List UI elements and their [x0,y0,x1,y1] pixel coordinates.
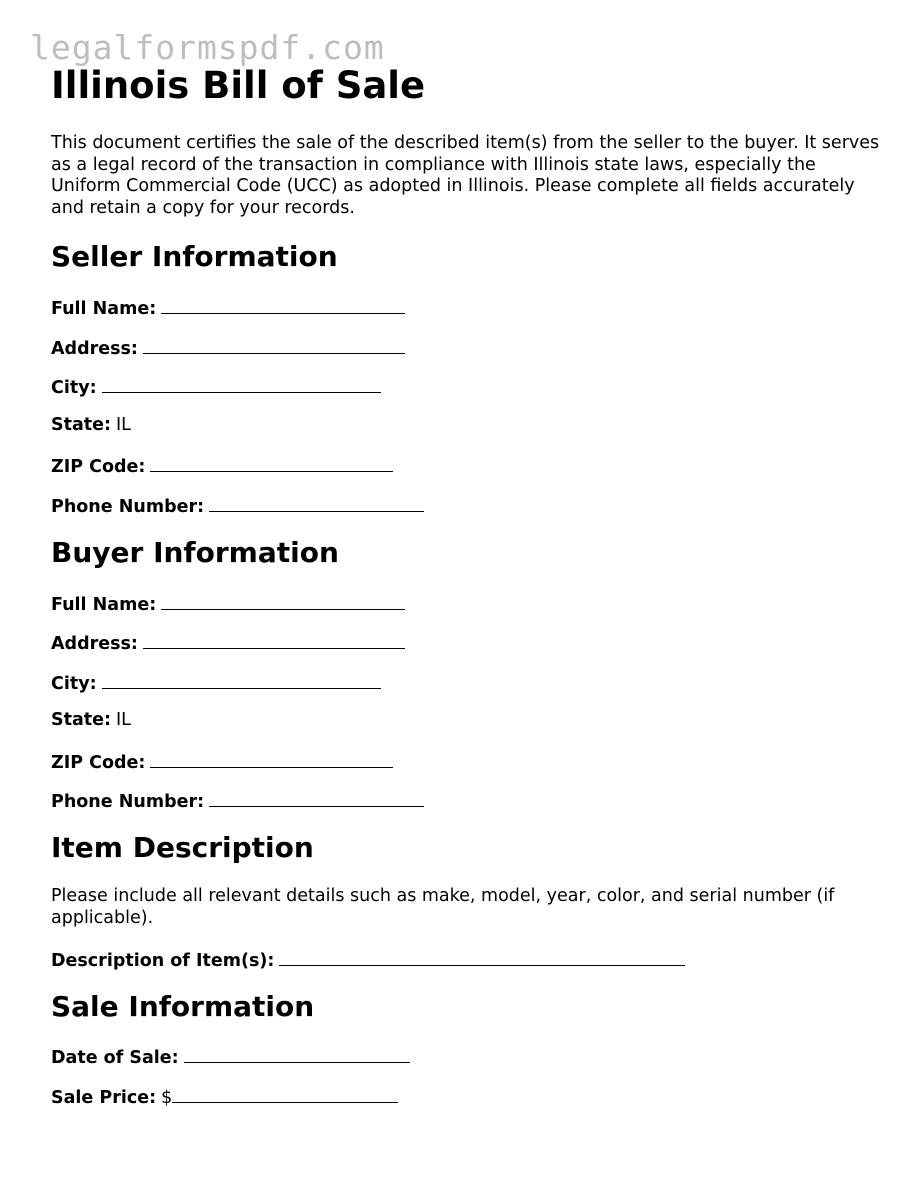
seller-address-field[interactable] [143,336,405,354]
sale-date-field[interactable] [184,1045,410,1063]
item-description-label: Description of Item(s): [51,951,275,971]
buyer-phone-field[interactable] [209,789,424,807]
buyer-address-label: Address: [51,634,138,654]
seller-zip-row [51,454,393,477]
buyer-state-value: IL [116,710,131,730]
seller-full-name-field[interactable] [161,296,405,314]
seller-phone-row [51,494,424,517]
buyer-zip-label: ZIP Code: [51,753,146,773]
seller-zip-label: ZIP Code: [51,457,146,477]
watermark-text: legalformspdf.com [30,28,385,67]
seller-address-row [51,336,405,359]
item-description-note: Please include all relevant details such as make, model, year, color, and serial number (if applicable). [51,886,835,928]
buyer-address-field[interactable] [143,631,405,649]
buyer-full-name-label: Full Name: [51,595,157,615]
item-description-field[interactable] [279,948,685,966]
seller-section-heading: Seller Information [51,240,338,273]
item-section-heading: Item Description [51,831,314,864]
seller-state-row [51,415,131,435]
buyer-phone-label: Phone Number: [51,792,205,812]
seller-full-name-row [51,296,405,319]
sale-price-field[interactable] [172,1085,398,1103]
buyer-state-row [51,710,131,730]
buyer-city-label: City: [51,674,97,694]
seller-phone-label: Phone Number: [51,497,205,517]
buyer-full-name-field[interactable] [161,592,405,610]
seller-state-label: State: [51,415,112,435]
seller-full-name-label: Full Name: [51,299,157,319]
sale-date-label: Date of Sale: [51,1048,179,1068]
buyer-section-heading: Buyer Information [51,536,339,569]
seller-zip-field[interactable] [150,454,393,472]
buyer-zip-field[interactable] [150,750,393,768]
sale-section-heading: Sale Information [51,990,315,1023]
seller-state-value: IL [116,415,131,435]
buyer-zip-row [51,750,393,773]
document-title: Illinois Bill of Sale [51,64,426,107]
seller-phone-field[interactable] [209,494,424,512]
seller-city-row [51,375,381,398]
item-description-row [51,948,685,971]
buyer-full-name-row [51,592,405,615]
buyer-state-label: State: [51,710,112,730]
buyer-city-row [51,671,381,694]
buyer-phone-row [51,789,424,812]
seller-city-label: City: [51,378,97,398]
currency-symbol: $ [161,1088,173,1108]
sale-price-label: Sale Price: [51,1088,157,1108]
buyer-address-row [51,631,405,654]
sale-date-row [51,1045,410,1068]
seller-address-label: Address: [51,339,138,359]
sale-price-row [51,1085,398,1108]
seller-city-field[interactable] [102,375,381,393]
buyer-city-field[interactable] [102,671,381,689]
intro-paragraph: This document certifies the sale of the described item(s) from the seller to the buyer. It serves as a legal record of the transaction in compliance with Illinois state laws, especially the Uniform Commercial Code (UCC) as adopted in Illinois. Please complete all fields accurately and retain a copy for your records. [51,133,880,218]
